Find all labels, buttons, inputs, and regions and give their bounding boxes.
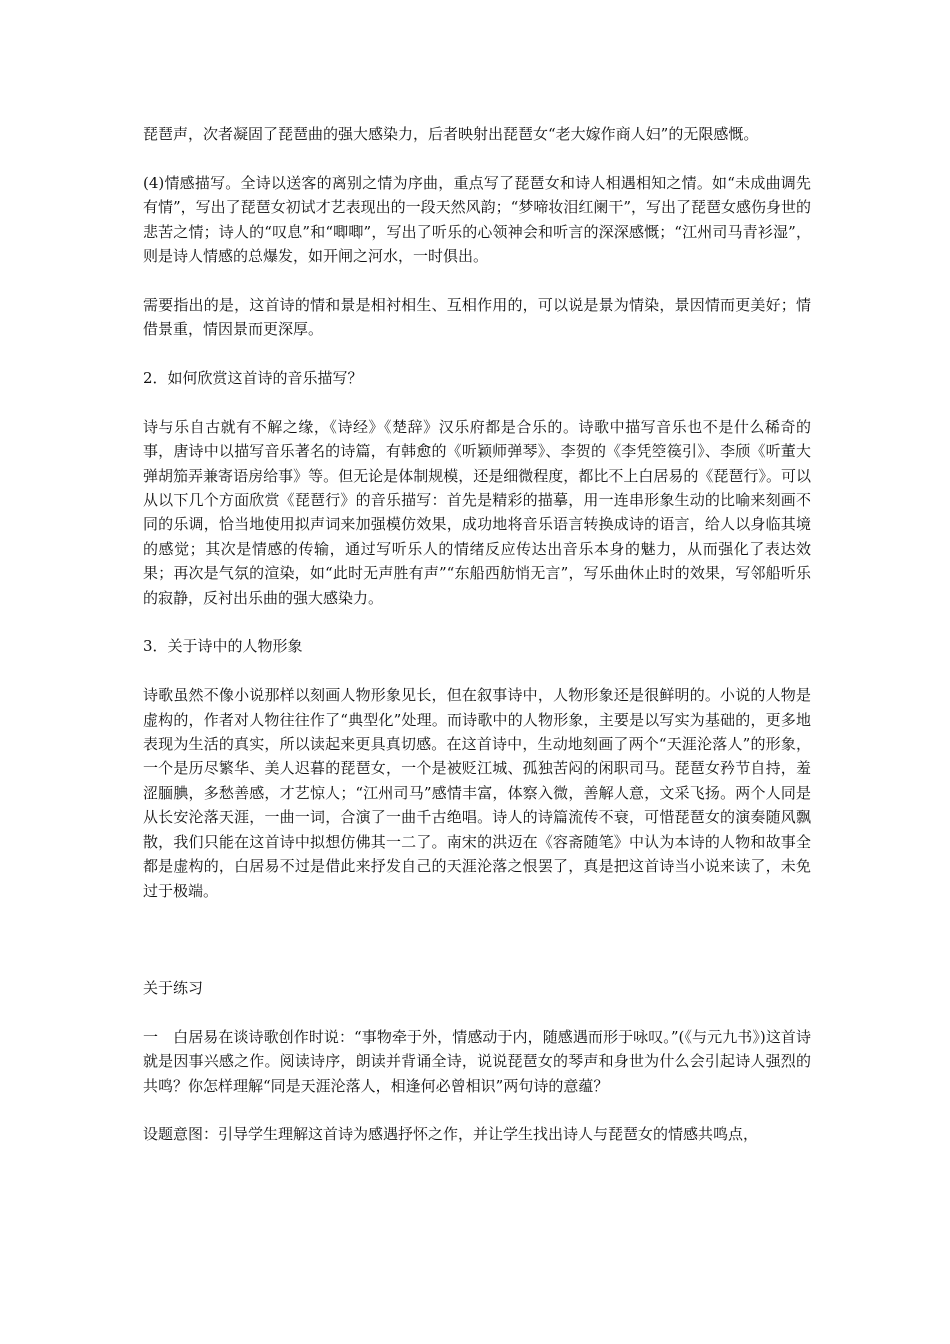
paragraph-exercise-one: 一 白居易在谈诗歌创作时说：“事物牵于外，情感动于内，随感遇而形于咏叹。”(《与元九书》)这首诗就是因事兴感之作。阅读诗序，朗读并背诵全诗，说说琵琶女的琴声和身世为什么会引起诗人强烈的共鸣？你怎样理解“同是天涯沦落人，相逢何必曾相识”两句诗的意蕴？ [143,1027,811,1095]
section-heading-music: 2．如何欣赏这首诗的音乐描写？ [143,369,363,388]
section-heading-practice: 关于练习 [143,978,204,997]
paragraph-emotion-description: (4)情感描写。全诗以送客的离别之情为序曲，重点写了琵琶女和诗人相遇相知之情。如“未成曲调先有情”，写出了琵琶女初试才艺表现出的一段天然风韵；“梦啼妆泪红阑干”，写出了琵琶女感伤身世的悲苦之情；诗人的“叹息”和“唧唧”，写出了听乐的心领神会和听言的深深感慨；“江州司马青衫湿”，则是诗人情感的总爆发，如开闸之河水，一时俱出。 [143,173,812,266]
paragraph-scene-emotion: 需要指出的是，这首诗的情和景是相衬相生、互相作用的，可以说是景为情染，景因情而更美好；情借景重，情因景而更深厚。 [143,295,811,339]
paragraph-characters: 诗歌虽然不像小说那样以刻画人物形象见长，但在叙事诗中，人物形象还是很鲜明的。小说的人物是虚构的，作者对人物往往作了“典型化”处理。而诗歌中的人物形象，主要是以写实为基础的，更多地表现为生活的真实，所以读起来更具真切感。在这首诗中，生动地刻画了两个“天涯沦落人”的形象，一个是历尽繁华、美人迟暮的琵琶女，一个是被贬江城、孤独苦闷的闲职司马。琵琶女矜节自持，羞涩腼腆，多愁善感，才艺惊人；“江州司马”感情丰富，体察入微，善解人意，文采飞扬。两个人同是从长安沦落天涯，一曲一词，合演了一曲千古绝唱。诗人的诗篇流传不衰，可惜琵琶女的演奏随风飘散，我们只能在这首诗中拟想仿佛其一二了。南宋的洪迈在《容斋随笔》中认为本诗的人物和故事全都是虚构的，白居易不过是借此来抒发自己的天涯沦落之恨罢了，真是把这首诗当小说来读了，未免过于极端。 [143,686,811,900]
document-page [143,122,811,1147]
paragraph-music-effect: 琵琶声，次者凝固了琵琶曲的强大感染力，后者映射出琵琶女“老大嫁作商人妇”的无限感慨。 [143,125,759,143]
paragraph-music-appreciation: 诗与乐自古就有不解之缘，《诗经》《楚辞》汉乐府都是合乐的。诗歌中描写音乐也不是什么稀奇的事，唐诗中以描写音乐著名的诗篇，有韩愈的《听颖师弹琴》、李贺的《李凭箜篌引》、李颀《听董大弹胡笳弄兼寄语房给事》等。但无论是体制规模，还是细微程度，都比不上白居易的《琵琶行》。可以从以下几个方面欣赏《琵琶行》的音乐描写：首先是精彩的描摹，用一连串形象生动的比喻来刻画不同的乐调，恰当地使用拟声词来加强模仿效果，成功地将音乐语言转换成诗的语言，给人以身临其境的感觉；其次是情感的传输，通过写听乐人的情绪反应传达出音乐本身的魅力，从而强化了表达效果；再次是气氛的渲染，如“此时无声胜有声”“东船西舫悄无言”，写乐曲休止时的效果，写邻船听乐的寂静，反衬出乐曲的强大感染力。 [143,417,811,607]
section-heading-characters: 3．关于诗中的人物形象 [143,637,303,656]
paragraph-design-intent: 设题意图：引导学生理解这首诗为感遇抒怀之作，并让学生找出诗人与琵琶女的情感共鸣点， [143,1125,759,1144]
